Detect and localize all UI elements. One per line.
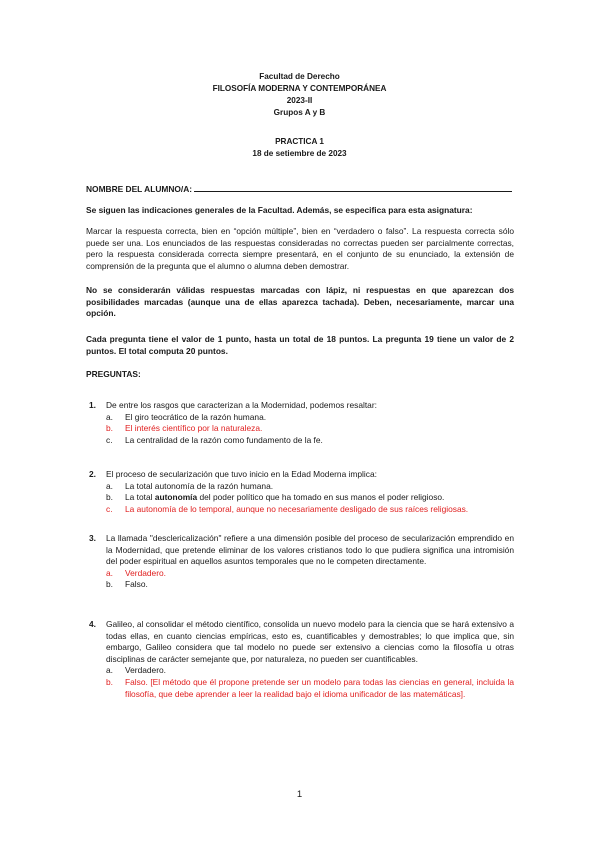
question-2 xyxy=(89,469,514,515)
option-text: Falso. xyxy=(125,579,148,590)
page-number: 1 xyxy=(296,789,303,800)
question-1 xyxy=(89,400,514,446)
option-text: Verdadero. xyxy=(125,567,166,578)
instructions-paragraph-3: Cada pregunta tiene el valor de 1 punto, hasta un total de 18 puntos. La pregunta 19 tiene un valor de 2 puntos. El total computa 20 puntos. xyxy=(86,334,514,356)
question-text: El proceso de secularización que tuvo inicio en la Edad Moderna implica: xyxy=(106,469,377,479)
practice-date: 18 de setiembre de 2023 xyxy=(252,149,347,158)
option-text: Falso. [El método que él propone pretende ser un modelo para todas las ciencias en general, incluida la filosofía, que debe aprender a leer la realidad bajo el idioma unificador de las matemáticas]. xyxy=(125,676,514,699)
option-text-pre: La total xyxy=(125,492,155,503)
option-letter: c. xyxy=(106,434,113,445)
question-number: 3. xyxy=(89,533,96,543)
student-name-label: NOMBRE DEL ALUMNO/A: xyxy=(86,184,193,194)
option-c[interactable] xyxy=(106,435,514,447)
option-letter: c. xyxy=(106,503,113,514)
question-text: La llamada "desclericalización" refiere a una dimensión posible del proceso de secularización emprendido en la Modernidad, que pretende eliminar de los valores cristianos todo lo que pudiera significa una intromisión del poder espiritual en aquellos asuntos temporales que no le competen directamente. xyxy=(106,533,514,567)
option-letter: b. xyxy=(106,492,113,503)
student-name-field[interactable] xyxy=(86,182,514,196)
question-number: 1. xyxy=(89,400,96,410)
document-header xyxy=(0,71,599,119)
option-text-post: del poder político que ha tomado en sus manos el poder religioso. xyxy=(197,492,445,503)
option-c-correct[interactable] xyxy=(106,504,514,516)
option-a[interactable] xyxy=(106,481,514,493)
option-letter: b. xyxy=(106,676,113,687)
question-text: De entre los rasgos que caracterizan a la Modernidad, podemos resaltar: xyxy=(106,400,377,410)
groups: Grupos A y B xyxy=(273,108,326,117)
option-letter: a. xyxy=(106,665,113,676)
option-letter: a. xyxy=(106,411,113,422)
practice-header xyxy=(0,136,599,160)
option-text: La autonomía de lo temporal, aunque no necesariamente desligado de sus raíces religiosas. xyxy=(125,503,469,514)
student-name-line[interactable] xyxy=(194,182,512,192)
question-4 xyxy=(89,619,514,700)
faculty-name: Facultad de Derecho xyxy=(259,72,340,81)
question-number: 4. xyxy=(89,619,96,629)
option-text-bold: autonomía xyxy=(154,492,198,503)
option-text: El giro teocrático de la razón humana. xyxy=(125,411,267,422)
option-a[interactable] xyxy=(106,412,514,424)
option-letter: a. xyxy=(106,567,113,578)
term: 2023-II xyxy=(286,96,313,105)
option-b-correct[interactable] xyxy=(106,423,514,435)
option-letter: a. xyxy=(106,480,113,491)
option-a[interactable] xyxy=(106,665,514,677)
option-text: El interés científico por la naturaleza. xyxy=(125,423,263,434)
question-3 xyxy=(89,533,514,591)
option-text: Verdadero. xyxy=(125,665,166,676)
option-b[interactable] xyxy=(106,579,514,591)
option-text: La total autonomía de la razón humana. xyxy=(125,480,274,491)
question-text: Galileo, al consolidar el método científico, consolida un nuevo modelo para la ciencia que se hará extensivo a todas ellas, en cuanto ciencias empíricas, esto es, cuantificables y demostrables; lo que implica que, sin embargo, Galileo considera que tal modelo no puede ser extensivo a ciencias como la filosofía u otras disciplinas de carácter semejante que, por naturaleza, no pueden ser cuantificables. xyxy=(106,619,514,664)
instructions-paragraph-1: Marcar la respuesta correcta, bien en “opción múltiple”, bien en “verdadero o falso”. La respuesta correcta sólo puede ser una. Los enunciados de las respuestas consideradas no correctas pueden ser parcialmente correctas, pero la respuesta considerada correcta siempre presentará, en el conjunto de su enunciado, la extensión de comprensión de la pregunta que el alumno o alumna deben demostrar. xyxy=(86,226,514,271)
question-number: 2. xyxy=(89,469,96,479)
option-b-correct[interactable] xyxy=(106,677,514,700)
course-title: FILOSOFÍA MODERNA Y CONTEMPORÁNEA xyxy=(212,84,387,93)
instructions-paragraph-2: No se considerarán válidas respuestas marcadas con lápiz, ni respuestas en que aparezcan dos posibilidades marcadas (aunque una de ellas aparezca tachada). Deben, necesariamente, marcar una opción. xyxy=(86,285,514,319)
intro-text: Se siguen las indicaciones generales de la Facultad. Además, se especifica para esta asignatura: xyxy=(86,205,473,215)
practice-title: PRACTICA 1 xyxy=(275,137,324,146)
questions-heading: PREGUNTAS: xyxy=(86,369,141,379)
option-letter: b. xyxy=(106,579,113,590)
option-a-correct[interactable] xyxy=(106,568,514,580)
option-text: La centralidad de la razón como fundamento de la fe. xyxy=(125,434,323,445)
option-b[interactable] xyxy=(106,492,514,504)
option-letter: b. xyxy=(106,423,113,434)
